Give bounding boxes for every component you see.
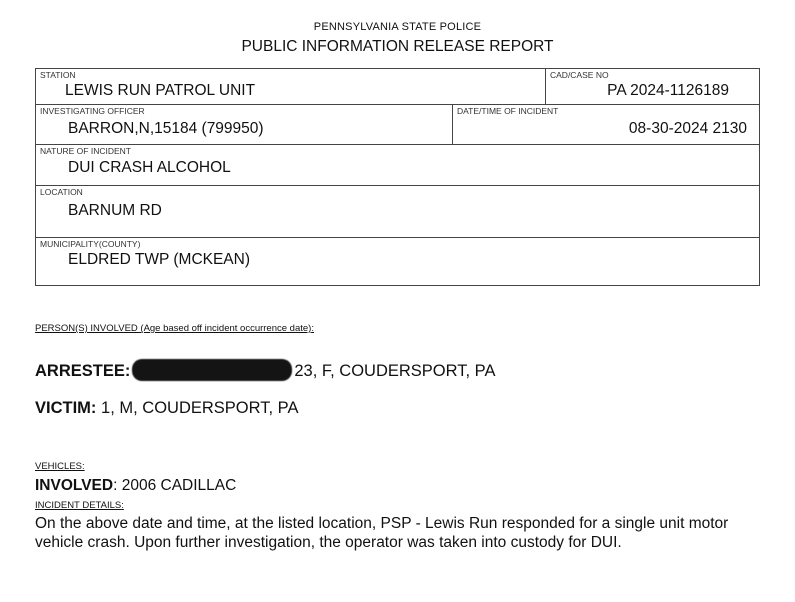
- location-value: BARNUM RD: [68, 202, 162, 219]
- vehicles-label: VEHICLES:: [35, 461, 85, 472]
- municipality-value: ELDRED TWP (MCKEAN): [68, 251, 251, 268]
- involved-value: 2006 CADILLAC: [121, 477, 237, 494]
- arrestee-line: [35, 359, 495, 381]
- datetime-label: DATE/TIME OF INCIDENT: [457, 106, 559, 116]
- row-nature: [36, 145, 759, 186]
- station-label: STATION: [40, 70, 76, 80]
- case-no-label: CAD/CASE NO: [550, 70, 609, 80]
- row-location: [36, 186, 759, 238]
- redaction-bar: [132, 359, 292, 381]
- row-station: [36, 69, 759, 105]
- officer-value: BARRON,N,15184 (799950): [68, 120, 264, 137]
- report-title: PUBLIC INFORMATION RELEASE REPORT: [241, 38, 554, 55]
- persons-involved-label: PERSON(S) INVOLVED (Age based off incident occurrence date):: [35, 323, 314, 334]
- agency-name: PENNSYLVANIA STATE POLICE: [313, 21, 482, 33]
- nature-value: DUI CRASH ALCOHOL: [68, 159, 231, 176]
- arrestee-details: 23, F, COUDERSPORT, PA: [294, 362, 496, 380]
- victim-line: [35, 399, 298, 418]
- officer-cell: [36, 105, 452, 144]
- municipality-label: MUNICIPALITY(COUNTY): [40, 239, 141, 249]
- incident-details-label: INCIDENT DETAILS:: [35, 500, 124, 511]
- station-cell: [36, 69, 545, 104]
- row-officer: [36, 105, 759, 145]
- location-label: LOCATION: [40, 187, 83, 197]
- station-value: LEWIS RUN PATROL UNIT: [65, 82, 256, 99]
- victim-details: 1, M, COUDERSPORT, PA: [101, 399, 299, 417]
- involved-label: INVOLVED: [35, 477, 114, 494]
- involved-line: INVOLVED: 2006 CADILLAC: [35, 477, 237, 494]
- nature-label: NATURE OF INCIDENT: [40, 146, 131, 156]
- arrestee-label: ARRESTEE:: [35, 362, 131, 380]
- victim-label: VICTIM:: [35, 399, 97, 417]
- datetime-cell: [452, 105, 759, 144]
- datetime-value: 08-30-2024 2130: [628, 120, 747, 137]
- officer-label: INVESTIGATING OFFICER: [40, 106, 145, 116]
- case-no-value: PA 2024-1126189: [607, 82, 729, 99]
- case-no-cell: [545, 69, 759, 104]
- row-municipality: [36, 238, 759, 287]
- incident-details-text: On the above date and time, at the listed location, PSP - Lewis Run responded for a single unit motor vehicle crash. Upon further investigation, the operator was taken into custody for DUI.: [35, 515, 729, 551]
- report-form: [35, 68, 760, 286]
